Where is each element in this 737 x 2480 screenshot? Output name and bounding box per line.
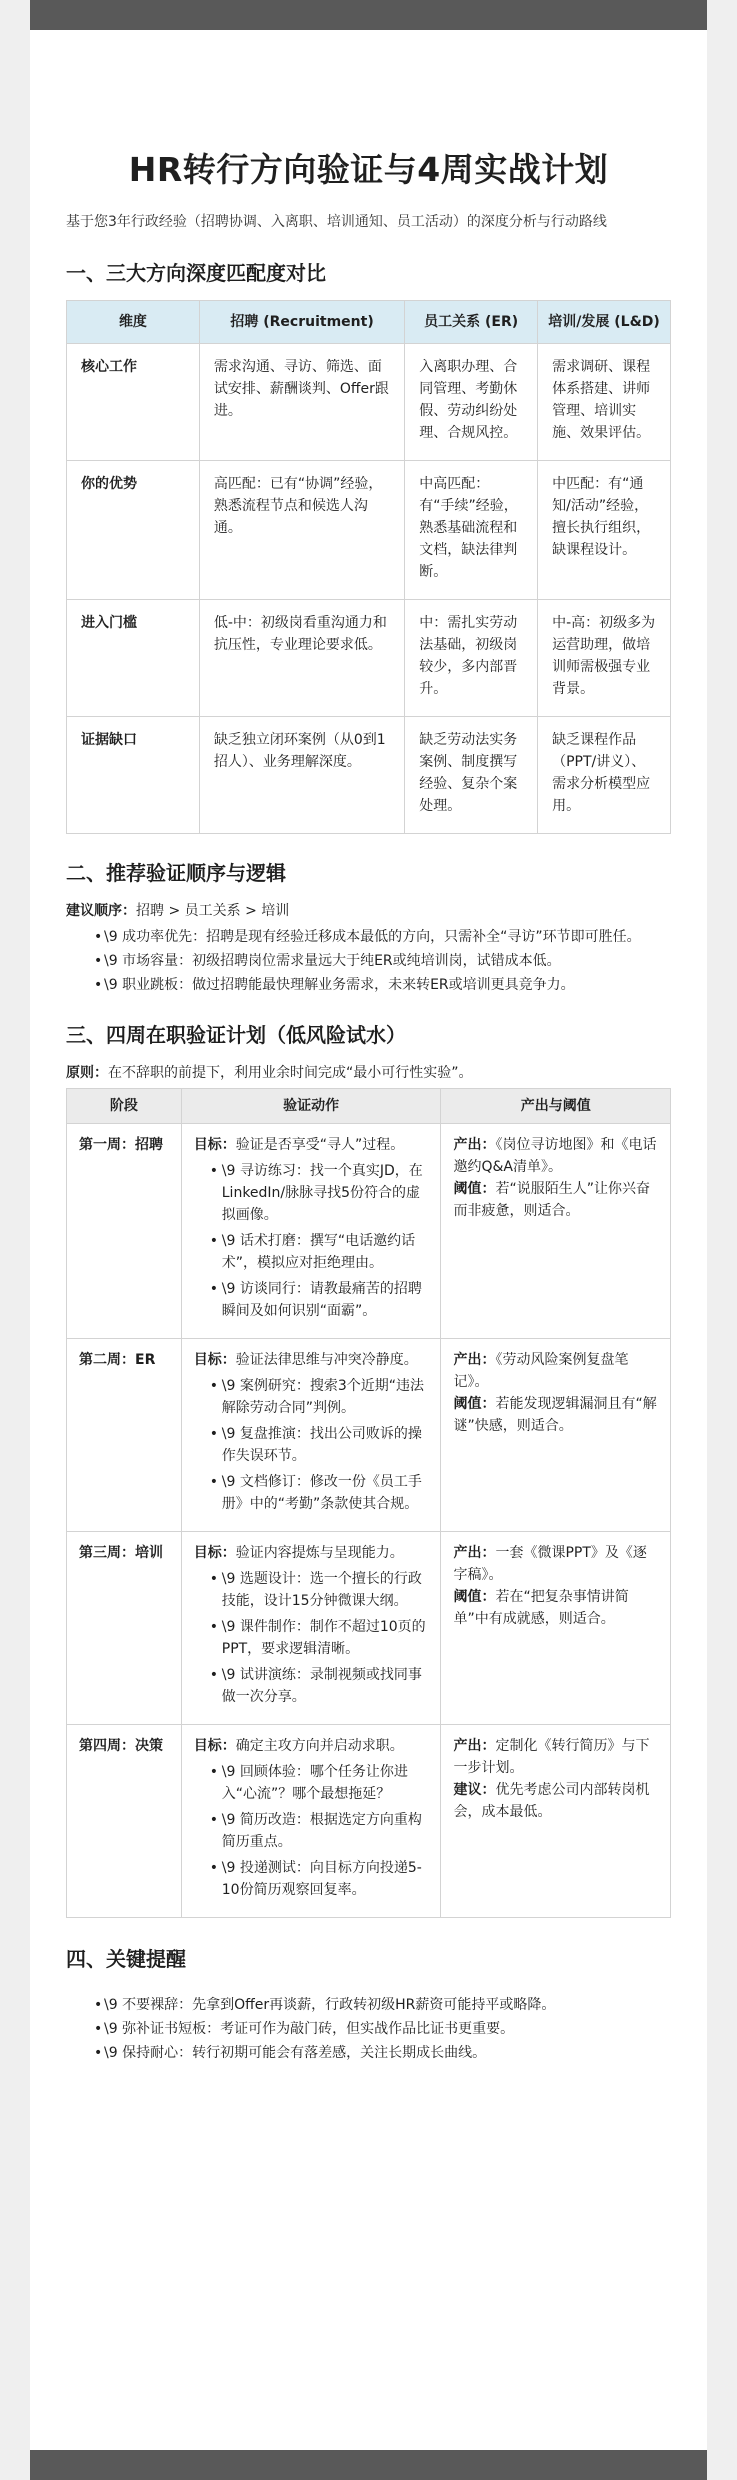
output-cell (441, 1338, 671, 1531)
goal-label: 目标： (193, 1737, 236, 1754)
list-item: • \9 试讲演练：录制视频或找同事做一次分享。 (222, 1664, 429, 1708)
table-row (67, 1724, 671, 1917)
output-label: 产出： (453, 1544, 496, 1561)
output-label: 产出： (453, 1737, 496, 1754)
output-label: 产出： (453, 1136, 496, 1153)
weekly-plan-table (66, 1088, 671, 1918)
table-cell: 入离职办理、合同管理、考勤休假、劳动纠纷处理、合规风控。 (405, 343, 538, 460)
table-cell: 中高匹配：有“手续”经验，熟悉基础流程和文档，缺法律判断。 (405, 460, 538, 599)
table-row (67, 599, 671, 716)
table-cell: 缺乏劳动法实务案例、制度撰写经验、复杂个案处理。 (405, 716, 538, 833)
list-item: • \9 文档修订：修改一份《员工手册》中的“考勤”条款使其合规。 (222, 1471, 429, 1515)
list-item: • \9 访谈同行：请教最痛苦的招聘瞬间及如何识别“面霸”。 (222, 1278, 429, 1322)
list-item: • \9 话术打磨：撰写“电话邀约话术”，模拟应对拒绝理由。 (222, 1230, 429, 1274)
table-row (67, 460, 671, 599)
table-cell: 高匹配：已有“协调”经验，熟悉流程节点和候选人沟通。 (199, 460, 404, 599)
output-text: 《岗位寻访地图》和《电话邀约Q&A清单》。 (453, 1136, 657, 1175)
principle-value: 在不辞职的前提下，利用业余时间完成“最小可行性实验”。 (108, 1064, 473, 1081)
stage-label: 第三周：培训 (67, 1531, 182, 1724)
goal-text: 验证是否享受“寻人”过程。 (235, 1136, 405, 1153)
top-gray-bar (30, 0, 707, 30)
document-page (30, 30, 707, 2450)
table-cell: 中匹配：有“通知/活动”经验，擅长执行组织，缺课程设计。 (538, 460, 671, 599)
table-cell: 缺乏课程作品（PPT/讲义）、需求分析模型应用。 (538, 716, 671, 833)
suggestion-text: 优先考虑公司内部转岗机会，成本最低。 (453, 1781, 650, 1820)
list-item: • \9 投递测试：向目标方向投递5-10份简历观察回复率。 (222, 1857, 429, 1901)
list-item: • \9 复盘推演：找出公司败诉的操作失误环节。 (222, 1423, 429, 1467)
table-cell: 需求调研、课程体系搭建、讲师管理、培训实施、效果评估。 (538, 343, 671, 460)
table-header: 维度 (67, 300, 200, 343)
suggestion-label: 建议： (453, 1781, 496, 1798)
list-item: • \9 案例研究：搜索3个近期“违法解除劳动合同”判例。 (222, 1375, 429, 1419)
order-reasons-list (66, 926, 671, 996)
table-cell: 中：需扎实劳动法基础，初级岗较少，多内部晋升。 (405, 599, 538, 716)
table-header: 阶段 (67, 1088, 182, 1123)
stage-label: 第一周：招聘 (67, 1123, 182, 1338)
action-cell (181, 1531, 441, 1724)
action-cell (181, 1724, 441, 1917)
list-item: • \9 弥补证书短板：考证可作为敲门砖，但实战作品比证书更重要。 (104, 2018, 671, 2040)
goal-label: 目标： (193, 1544, 236, 1561)
section-heading-4: 四、关键提醒 (66, 1946, 186, 1971)
reminders-list (66, 1994, 671, 2064)
stage-label: 第二周：ER (67, 1338, 182, 1531)
list-item: • \9 保持耐心：转行初期可能会有落差感，关注长期成长曲线。 (104, 2042, 671, 2064)
output-cell (441, 1724, 671, 1917)
action-cell (181, 1338, 441, 1531)
output-label: 产出： (453, 1351, 496, 1368)
table-cell: 低-中：初级岗看重沟通力和抗压性，专业理论要求低。 (199, 599, 404, 716)
output-cell (441, 1123, 671, 1338)
output-text: 《劳动风险案例复盘笔记》。 (453, 1351, 629, 1390)
row-label: 核心工作 (67, 343, 200, 460)
principle-label: 原则： (66, 1064, 108, 1081)
goal-label: 目标： (193, 1136, 236, 1153)
threshold-text: 若“说服陌生人”让你兴奋而非疲惫，则适合。 (453, 1180, 650, 1219)
list-item: • \9 市场容量：初级招聘岗位需求量远大于纯ER或纯培训岗，试错成本低。 (104, 950, 671, 972)
row-label: 你的优势 (67, 460, 200, 599)
list-item: • \9 不要裸辞：先拿到Offer再谈薪，行政转初级HR薪资可能持平或略降。 (104, 1994, 671, 2016)
table-header: 培训/发展 (L&D) (538, 300, 671, 343)
section-heading-3: 三、四周在职验证计划（低风险试水） (66, 1022, 406, 1047)
list-item: • \9 寻访练习：找一个真实JD，在LinkedIn/脉脉寻找5份符合的虚拟画像。 (222, 1160, 429, 1226)
order-value: 招聘 > 员工关系 > 培训 (136, 902, 290, 919)
table-row (67, 343, 671, 460)
table-header: 招聘 (Recruitment) (199, 300, 404, 343)
action-cell (181, 1123, 441, 1338)
order-label: 建议顺序： (66, 902, 136, 919)
list-item: • \9 选题设计：选一个擅长的行政技能，设计15分钟微课大纲。 (222, 1568, 429, 1612)
list-item: • \9 回顾体验：哪个任务让你进入“心流”？哪个最想拖延？ (222, 1761, 429, 1805)
threshold-label: 阈值： (453, 1588, 496, 1605)
output-text: 定制化《转行简历》与下一步计划。 (453, 1737, 650, 1776)
section-heading-1: 一、三大方向深度匹配度对比 (66, 260, 326, 285)
table-cell: 需求沟通、寻访、筛选、面试安排、薪酬谈判、Offer跟进。 (199, 343, 404, 460)
table-header: 员工关系 (ER) (405, 300, 538, 343)
list-item: • \9 简历改造：根据选定方向重构简历重点。 (222, 1809, 429, 1853)
goal-label: 目标： (193, 1351, 236, 1368)
page-subtitle: 基于您3年行政经验（招聘协调、入离职、培训通知、员工活动）的深度分析与行动路线 (66, 213, 607, 230)
list-item: • \9 职业跳板：做过招聘能最快理解业务需求，未来转ER或培训更具竞争力。 (104, 974, 671, 996)
table-row (67, 1338, 671, 1531)
comparison-table (66, 300, 671, 834)
row-label: 证据缺口 (67, 716, 200, 833)
recommended-order (66, 900, 671, 922)
page-title: HR转行方向验证与4周实战计划 (128, 150, 609, 189)
list-item: • \9 成功率优先：招聘是现有经验迁移成本最低的方向，只需补全“寻访”环节即可胜任。 (104, 926, 671, 948)
goal-text: 验证内容提炼与呈现能力。 (235, 1544, 404, 1561)
threshold-text: 若能发现逻辑漏洞且有“解谜”快感，则适合。 (453, 1395, 657, 1434)
table-cell: 中-高：初级多为运营助理，做培训师需极强专业背景。 (538, 599, 671, 716)
table-row (67, 1123, 671, 1338)
goal-text: 确定主攻方向并启动求职。 (235, 1737, 404, 1754)
section-heading-2: 二、推荐验证顺序与逻辑 (66, 860, 286, 885)
threshold-text: 若在“把复杂事情讲简单”中有成就感，则适合。 (453, 1588, 629, 1627)
table-cell: 缺乏独立闭环案例（从0到1招人）、业务理解深度。 (199, 716, 404, 833)
threshold-label: 阈值： (453, 1395, 496, 1412)
table-header: 验证动作 (181, 1088, 441, 1123)
table-row (67, 1531, 671, 1724)
list-item: • \9 课件制作：制作不超过10页的PPT，要求逻辑清晰。 (222, 1616, 429, 1660)
goal-text: 验证法律思维与冲突冷静度。 (235, 1351, 418, 1368)
output-cell (441, 1531, 671, 1724)
table-row (67, 716, 671, 833)
threshold-label: 阈值： (453, 1180, 496, 1197)
bottom-gray-bar (30, 2450, 707, 2480)
stage-label: 第四周：决策 (67, 1724, 182, 1917)
principle (66, 1062, 671, 1084)
table-header: 产出与阈值 (441, 1088, 671, 1123)
row-label: 进入门槛 (67, 599, 200, 716)
output-text: 一套《微课PPT》及《逐字稿》。 (453, 1544, 647, 1583)
